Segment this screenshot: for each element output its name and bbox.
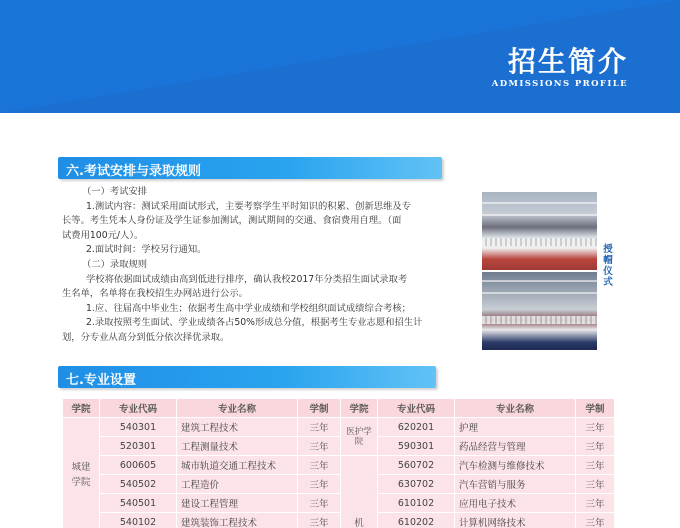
paragraph-line: 1.应、往届高中毕业生；依据考生高中学业成绩和学校组织面试成绩综合考核； xyxy=(86,302,411,314)
major-name: 城市轨道交通工程技术 xyxy=(177,456,298,475)
paragraph-line: 长等。考生凭本人身份证及学生证参加测试，测试期间的交通、食宿费用自理。（面 xyxy=(62,215,402,227)
major-code: 540102 xyxy=(100,513,177,528)
major-name: 汽车营销与服务 xyxy=(455,475,576,494)
major-code: 610102 xyxy=(378,494,455,513)
major-term: 三年 xyxy=(576,418,615,437)
major-name: 计算机网络技术 xyxy=(455,513,576,528)
major-name: 建筑工程技术 xyxy=(177,418,298,437)
header-term: 学制 xyxy=(298,399,341,418)
header-major: 专业名称 xyxy=(455,399,576,418)
header-code: 专业代码 xyxy=(100,399,177,418)
section-6-body xyxy=(62,185,470,346)
major-code: 560702 xyxy=(378,456,455,475)
paragraph-line: 1.测试内容：测试采用面试形式，主要考察学生平时知识的积累、创新思维及专 xyxy=(86,200,411,212)
major-term: 三年 xyxy=(576,456,615,475)
majors-table xyxy=(62,398,615,528)
ceremony-photo-bottom xyxy=(482,272,597,350)
page-subtitle: ADMISSIONS PROFILE xyxy=(491,79,628,89)
header-code: 专业代码 xyxy=(378,399,455,418)
paragraph-line: 2.面试时间：学校另行通知。 xyxy=(86,244,207,256)
major-term: 三年 xyxy=(576,494,615,513)
header-school: 学院 xyxy=(63,399,100,418)
major-term: 三年 xyxy=(576,437,615,456)
photo-caption: 授帽仪式 xyxy=(603,244,613,288)
school-cell-yihu: 医护学院 xyxy=(341,418,378,456)
header-major: 专业名称 xyxy=(177,399,298,418)
major-term: 三年 xyxy=(298,513,341,528)
header-term: 学制 xyxy=(576,399,615,418)
major-name: 护理 xyxy=(455,418,576,437)
major-code: 630702 xyxy=(378,475,455,494)
major-name: 建设工程管理 xyxy=(177,494,298,513)
table-header-row xyxy=(63,399,615,418)
major-term: 三年 xyxy=(298,456,341,475)
paragraph-line: 学校将依据面试成绩由高到低进行排序，确认我校2017年分类招生面试录取考 xyxy=(86,273,408,285)
section-7-title: 七.专业设置 xyxy=(66,373,136,388)
table-row xyxy=(63,437,615,456)
header-school: 学院 xyxy=(341,399,378,418)
major-name: 应用电子技术 xyxy=(455,494,576,513)
paragraph-line: 试费用100元/人）。 xyxy=(62,229,144,241)
major-code: 610202 xyxy=(378,513,455,528)
major-term: 三年 xyxy=(298,494,341,513)
major-name: 建筑装饰工程技术 xyxy=(177,513,298,528)
table-row xyxy=(63,475,615,494)
major-term: 三年 xyxy=(298,475,341,494)
paragraph-line: 生名单，名单将在我校招生办网站进行公示。 xyxy=(62,288,248,300)
school-cell-ji: 机 xyxy=(341,456,378,528)
section-6-heading-bar xyxy=(58,157,442,179)
school-cell-chengjian: 城建学院 xyxy=(63,418,100,528)
table-row xyxy=(63,494,615,513)
major-name: 药品经营与管理 xyxy=(455,437,576,456)
table-row xyxy=(63,418,615,437)
ceremony-photo-top xyxy=(482,192,597,270)
page-title: 招生简介 xyxy=(507,45,628,78)
major-code: 600605 xyxy=(100,456,177,475)
major-name: 汽车检测与维修技术 xyxy=(455,456,576,475)
section-6-title: 六.考试安排与录取规则 xyxy=(66,164,201,179)
major-term: 三年 xyxy=(576,513,615,528)
major-term: 三年 xyxy=(298,437,341,456)
major-code: 620201 xyxy=(378,418,455,437)
major-name: 工程测量技术 xyxy=(177,437,298,456)
major-code: 540502 xyxy=(100,475,177,494)
major-code: 520301 xyxy=(100,437,177,456)
subheading-exam-arrangement: （一）考试安排 xyxy=(82,186,148,197)
table-row xyxy=(63,456,615,475)
major-code: 540301 xyxy=(100,418,177,437)
section-7-heading-bar xyxy=(58,366,436,388)
major-code: 540501 xyxy=(100,494,177,513)
paragraph-line: 划，分专业从高分到低分依次择优录取。 xyxy=(62,331,230,343)
subheading-admission-rules: （二）录取规则 xyxy=(82,258,148,270)
table-row xyxy=(63,513,615,528)
page-header xyxy=(0,0,680,113)
major-name: 工程造价 xyxy=(177,475,298,494)
major-code: 590301 xyxy=(378,437,455,456)
major-term: 三年 xyxy=(298,418,341,437)
paragraph-line: 2.录取按照考生面试、学业成绩各占50%形成总分值，根据考生专业志愿和招生计 xyxy=(86,317,423,329)
major-term: 三年 xyxy=(576,475,615,494)
